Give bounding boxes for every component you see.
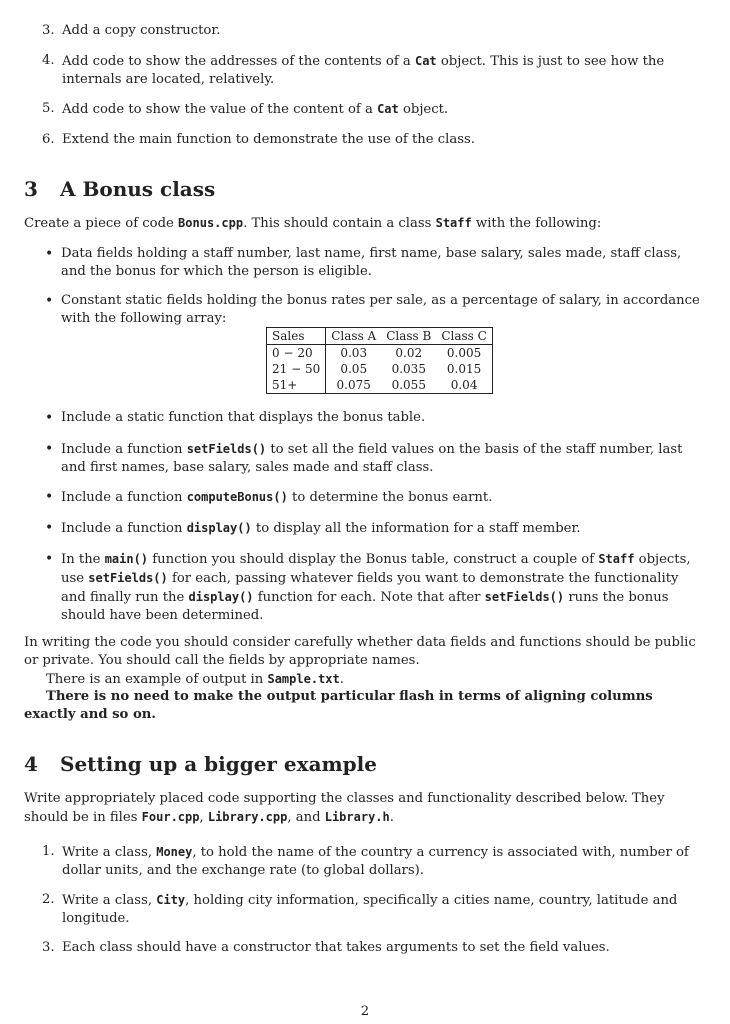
- list-number: 3.: [42, 940, 55, 955]
- page-number: 2: [360, 1004, 370, 1019]
- table-row: 51+ 0.075 0.055 0.04: [267, 377, 493, 394]
- bullet-icon: •: [45, 441, 54, 457]
- list-number: 5.: [42, 101, 55, 116]
- list-text: Add code to show the value of the content of a Cat object.: [62, 102, 449, 117]
- section-intro: Create a piece of code Bonus.cpp. This should contain a class Staff with the following:: [24, 216, 602, 231]
- list-text: Add code to show the addresses of the contents of a Cat object. This is just to see how the internals are located, relatively.: [62, 54, 665, 87]
- table-row: 21 − 50 0.05 0.035 0.015: [267, 361, 493, 377]
- list-text: Each class should have a constructor that takes arguments to set the field values.: [62, 940, 610, 955]
- bullet-icon: •: [45, 489, 54, 505]
- list-number: 6.: [42, 132, 55, 147]
- section-heading: [24, 177, 215, 201]
- list-number: 1.: [42, 844, 55, 859]
- list-number: 3.: [42, 23, 55, 38]
- list-number: 2.: [42, 892, 55, 907]
- list-text: Write a class, Money, to hold the name of the country a currency is associated with, number of dollar units, and the exchange rate (to global dollars).: [62, 845, 689, 878]
- document-page: 3. Add a copy constructor. 4. Add code to show the addresses of the contents of a Cat object. This is just to see how the internals are located, relatively. 5. Add code to show the value of the content of a Cat object. 6. Extend the main function to demonstrate the use of the class. 3 A Bonus class Create a piece of code Bonus.cpp. This should contain a class Staff with the following: • Data fields holding a staff number, last name, first name, base salary, sales made, staff class, and the bonus for which the person is eligible. • Constant static fields holding the bonus rates per sale, as a percentage of salary, in accordance with the following array: Sales Class A Class B Class C 0 − 20 0.03 0.02 0.005 21 − 50 0.05 0.035 0.015 51+ 0.075 0.055 0.04 • Include a static function that displays the bonus table. • Include a function setFields() to set all the field values on the basis of the staff number, last and first names, base salary, sales made and staff class. • Include a function computeBonus() to determine the bonus earnt. • Include a function display() to display all the information for a staff member. • In the main() function you should display the Bonus table, construct a couple of Staff objects, use setFields() for each, passing whatever fields you want to demonstrate the functionality and finally run the display() function for each. Note that after setFields() runs the bonus should have been determined. In writing the code you should consider carefully whether data fields and functions should be public or private. You should call the fields by appropriate names. There is an example of output in Sample.txt. There is no need to make the output particular flash in terms of aligning columns exactly and so on. 4 Setting up a bigger example Write appropriately placed code supporting the classes and functionality described below. They should be in files Four.cpp, Library.cpp, and Library.h. 1. Write a class, Money, to hold the name of the country a currency is associated with, number of dollar units, and the exchange rate (to global dollars). 2. Write a class, City, holding city information, specifically a cities name, country, latitude and longitude. 3. Each class should have a constructor that takes arguments to set the field values. 2: [0, 0, 730, 1024]
- section-heading: [24, 752, 377, 776]
- section-intro: Write appropriately placed code supporting the classes and functionality described below. They should be in files Four.cpp, Library.cpp, and Library.h.: [24, 791, 665, 825]
- section-title: Setting up a bigger example: [60, 752, 377, 776]
- section-number: 3: [24, 177, 38, 201]
- bullet-icon: •: [45, 293, 54, 309]
- bullet-icon: •: [45, 520, 54, 536]
- bullet-icon: •: [45, 551, 54, 567]
- paragraph: In writing the code you should consider carefully whether data fields and functions should be public or private. You should call the fields by appropriate names.: [24, 635, 696, 668]
- list-text: Extend the main function to demonstrate the use of the class.: [62, 132, 475, 147]
- bullet-icon: •: [45, 246, 54, 262]
- list-number: 4.: [42, 53, 55, 68]
- table-header-row: Sales Class A Class B Class C: [267, 328, 493, 345]
- section-number: 4: [24, 752, 38, 776]
- paragraph: There is an example of output in Sample.txt.: [46, 672, 344, 687]
- bold-note: There is no need to make the output particular flash in terms of aligning columns exactly and so on.: [24, 689, 653, 722]
- table-row: 0 − 20 0.03 0.02 0.005: [267, 345, 493, 362]
- bullet-icon: •: [45, 410, 54, 426]
- section-title: A Bonus class: [60, 177, 216, 201]
- list-text: Add a copy constructor.: [62, 23, 221, 38]
- list-text: Write a class, City, holding city information, specifically a cities name, country, latitude and longitude.: [62, 893, 678, 926]
- bonus-rate-table: [266, 327, 493, 394]
